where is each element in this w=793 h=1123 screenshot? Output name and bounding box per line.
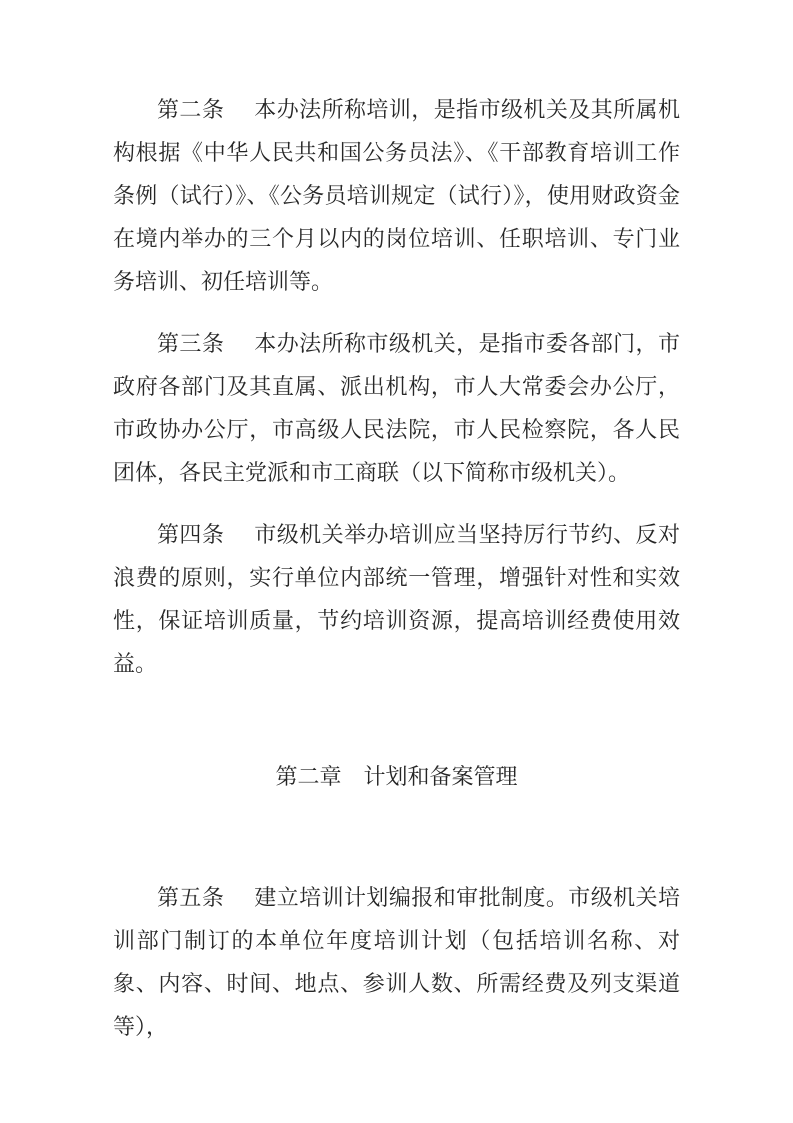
article-number: 第五条 (157, 885, 225, 910)
chapter-number: 第二章 (275, 764, 342, 789)
article-number: 第二条 (157, 97, 225, 122)
article-paragraph (113, 88, 680, 303)
article-text: 本办法所称培训，是指市级机关及其所属机构根据《中华人民共和国公务员法》、《干部教育培训工作条例（试行）》、《公务员培训规定（试行）》，使用财政资金在境内举办的三个月以内的岗位培训、任职培训、专门业务培训、初任培训等。 (113, 97, 680, 294)
article-number: 第三条 (157, 331, 225, 356)
article-text: 建立培训计划编报和审批制度。市级机关培训部门制订的本单位年度培训计划（包括培训名称、对象、内容、时间、地点、参训人数、所需经费及列支渠道等）， (113, 885, 680, 1039)
chapter-title: 计划和备案管理 (363, 764, 518, 789)
article-text: 市级机关举办培训应当坚持厉行节约、反对浪费的原则，实行单位内部统一管理，增强针对性和实效性，保证培训质量，节约培训资源，提高培训经费使用效益。 (113, 522, 680, 676)
article-paragraph (113, 322, 680, 494)
article-number: 第四条 (157, 522, 225, 547)
chapter-heading (113, 755, 680, 798)
article-text: 本办法所称市级机关，是指市委各部门，市政府各部门及其直属、派出机构，市人大常委会办公厅，市政协办公厅，市高级人民法院，市人民检察院，各人民团体，各民主党派和市工商联（以下简称市级机关）。 (113, 331, 680, 485)
article-paragraph (113, 876, 680, 1048)
article-paragraph (113, 513, 680, 685)
